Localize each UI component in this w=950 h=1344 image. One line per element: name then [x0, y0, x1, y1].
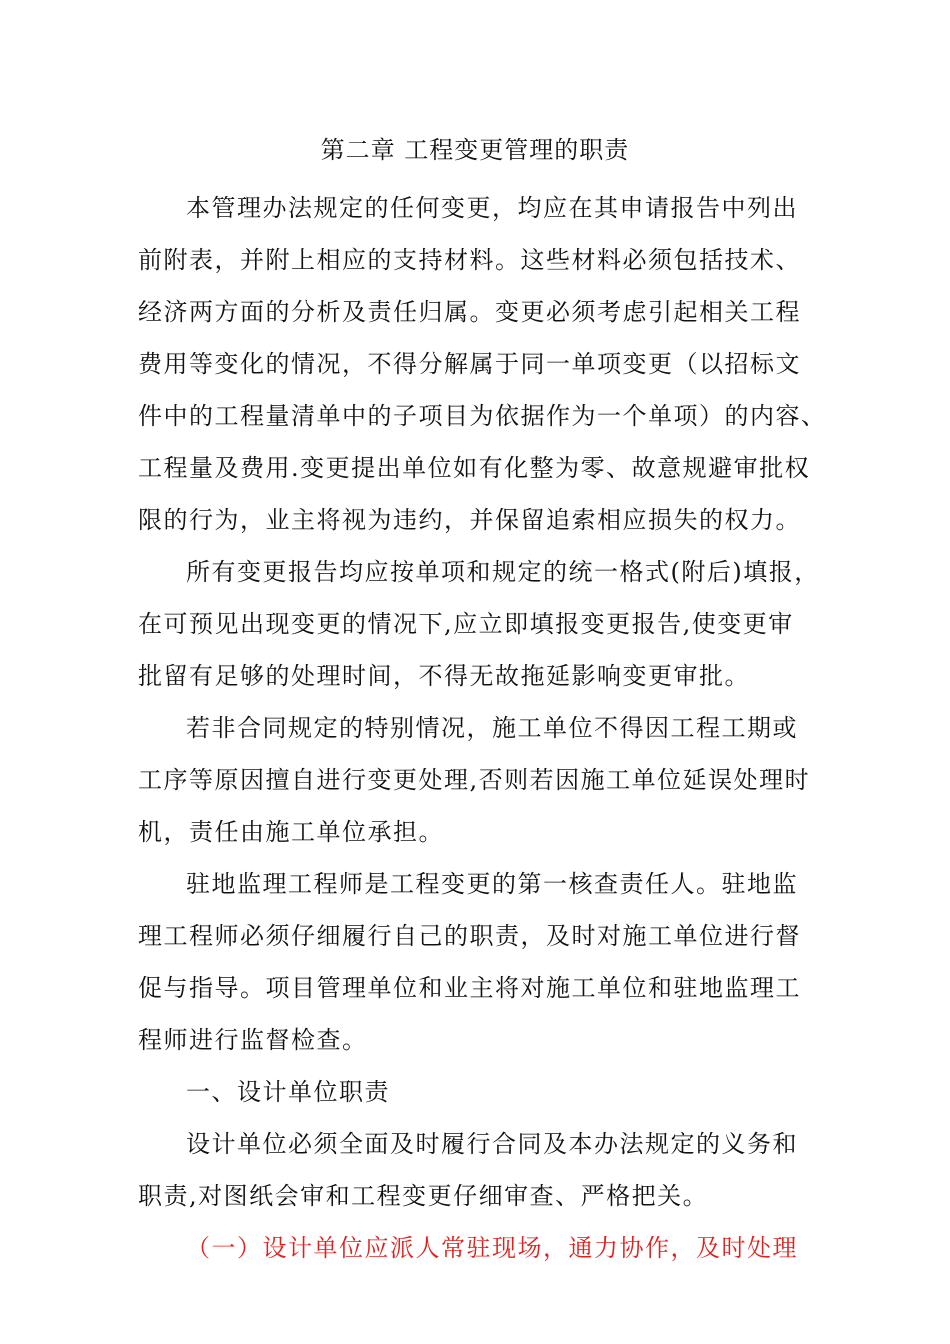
text-line: 促与指导。项目管理单位和业主将对施工单位和驻地监理工 — [138, 974, 801, 1002]
chapter-title: 第二章 工程变更管理的职责 — [320, 136, 630, 164]
text-line: 在可预见出现变更的情况下,应立即填报变更报告,使变更审 — [138, 610, 794, 638]
text-line: 工序等原因擅自进行变更处理,否则若因施工单位延误处理时 — [138, 766, 811, 794]
text-line: 程师进行监督检查。 — [138, 1026, 368, 1054]
text-line: 限的行为，业主将视为违约，并保留追索相应损失的权力。 — [138, 506, 801, 534]
text-line: 理工程师必须仔细履行自己的职责，及时对施工单位进行督 — [138, 922, 801, 950]
text-line: 一、设计单位职责 — [186, 1078, 390, 1106]
text-line: 经济两方面的分析及责任归属。变更必须考虑引起相关工程 — [138, 298, 801, 326]
text-line: 工程量及费用.变更提出单位如有化整为零、故意规避审批权 — [138, 454, 811, 482]
text-line: 本管理办法规定的任何变更，均应在其申请报告中列出 — [186, 194, 798, 222]
text-line: 件中的工程量清单中的子项目为依据作为一个单项）的内容、 — [138, 402, 827, 430]
text-line: 所有变更报告均应按单项和规定的统一格式(附后)填报， — [186, 558, 820, 586]
text-line: 若非合同规定的特别情况，施工单位不得因工程工期或 — [186, 714, 798, 742]
text-line: 批留有足够的处理时间，不得无故拖延影响变更审批。 — [138, 662, 750, 690]
text-line: 费用等变化的情况，不得分解属于同一单项变更（以招标文 — [138, 350, 801, 378]
text-line: 职责,对图纸会审和工程变更仔细审查、严格把关。 — [138, 1182, 709, 1210]
text-line: 驻地监理工程师是工程变更的第一核查责任人。驻地监 — [186, 870, 798, 898]
highlighted-text-line: （一）设计单位应派人常驻现场，通力协作，及时处理 — [186, 1234, 798, 1262]
text-line: 机，责任由施工单位承担。 — [138, 818, 444, 846]
text-line: 设计单位必须全面及时履行合同及本办法规定的义务和 — [186, 1130, 798, 1158]
text-line: 前附表，并附上相应的支持材料。这些材料必须包括技术、 — [138, 246, 801, 274]
document-body — [138, 182, 828, 1274]
